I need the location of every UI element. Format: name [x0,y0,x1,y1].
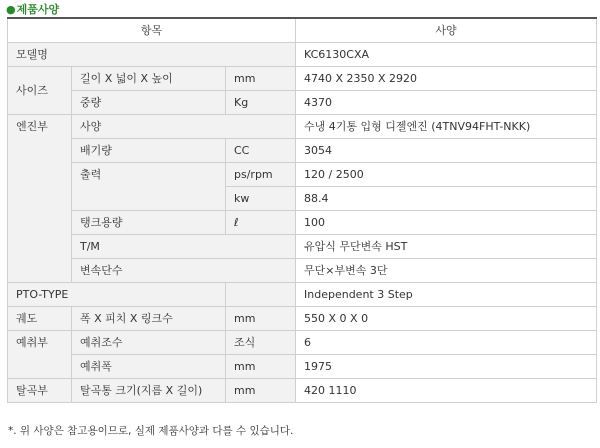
header-spec: 사양 [296,18,597,43]
row-label-gear-stages: 변속단수 [72,259,296,283]
row-value-output: 120 / 2500 [296,163,597,187]
row-unit-output-kw: kw [226,187,296,211]
row-value-output-kw: 88.4 [296,187,597,211]
row-value-weight: 4370 [296,91,597,115]
row-label-model: 모델명 [8,43,296,67]
row-label-tm: T/M [72,235,296,259]
row-value-model: KC6130CXA [296,43,597,67]
spec-table [7,17,597,403]
row-label-engine-spec: 사양 [72,115,296,139]
table-row [8,91,597,115]
row-value-gear-stages: 무단×부변속 3단 [296,259,597,283]
table-row [8,259,597,283]
group-label-reaper: 예취부 [8,331,72,379]
table-row [8,283,597,307]
table-header-row [8,18,597,43]
table-row [8,43,597,67]
header-item: 항목 [8,18,296,43]
group-label-track: 궤도 [8,307,72,331]
table-row [8,211,597,235]
row-label-reaper-rows: 예취조수 [72,331,226,355]
row-value-tm: 유압식 무단변속 HST [296,235,597,259]
table-row [8,67,597,91]
table-row [8,115,597,139]
row-label-weight: 중량 [72,91,226,115]
row-unit-tank: ℓ [226,211,296,235]
section-title-text: 제품사양 [16,3,60,16]
row-value-dims: 4740 X 2350 X 2920 [296,67,597,91]
group-label-size: 사이즈 [8,67,72,115]
row-label-thresher: 탈곡통 크기(지름 X 길이) [72,379,226,403]
row-unit-pto [226,283,296,307]
row-label-tank: 탱크용량 [72,211,226,235]
row-unit-dims: mm [226,67,296,91]
row-label-track: 폭 X 피치 X 링크수 [72,307,226,331]
row-unit-thresher: mm [226,379,296,403]
row-value-thresher: 420 1110 [296,379,597,403]
table-row [8,355,597,379]
row-value-displacement: 3054 [296,139,597,163]
row-value-engine-spec: 수냉 4기통 입형 디젤엔진 (4TNV94FHT-NKK) [296,115,597,139]
row-value-pto: Independent 3 Step [296,283,597,307]
row-value-reaper-width: 1975 [296,355,597,379]
table-row [8,379,597,403]
table-row [8,331,597,355]
table-row [8,163,597,187]
row-unit-output: ps/rpm [226,163,296,187]
group-label-thresher: 탈곡부 [8,379,72,403]
row-label-reaper-width: 예취폭 [72,355,226,379]
disclaimer-note: *. 위 사양은 참고용이므로, 실제 제품사양과 다를 수 있습니다. [8,425,294,437]
table-row [8,139,597,163]
section-title [6,3,59,17]
row-label-dims: 길이 X 넓이 X 높이 [72,67,226,91]
table-row [8,307,597,331]
group-label-engine: 엔진부 [8,115,72,283]
row-unit-displacement: CC [226,139,296,163]
row-unit-weight: Kg [226,91,296,115]
row-label-pto: PTO-TYPE [8,283,226,307]
bullet-icon: ● [6,3,16,16]
row-label-output: 출력 [72,163,226,211]
row-value-track: 550 X 0 X 0 [296,307,597,331]
row-unit-reaper-width: mm [226,355,296,379]
row-unit-track: mm [226,307,296,331]
row-value-reaper-rows: 6 [296,331,597,355]
row-unit-reaper-rows: 조식 [226,331,296,355]
row-value-tank: 100 [296,211,597,235]
table-row [8,235,597,259]
row-label-displacement: 배기량 [72,139,226,163]
